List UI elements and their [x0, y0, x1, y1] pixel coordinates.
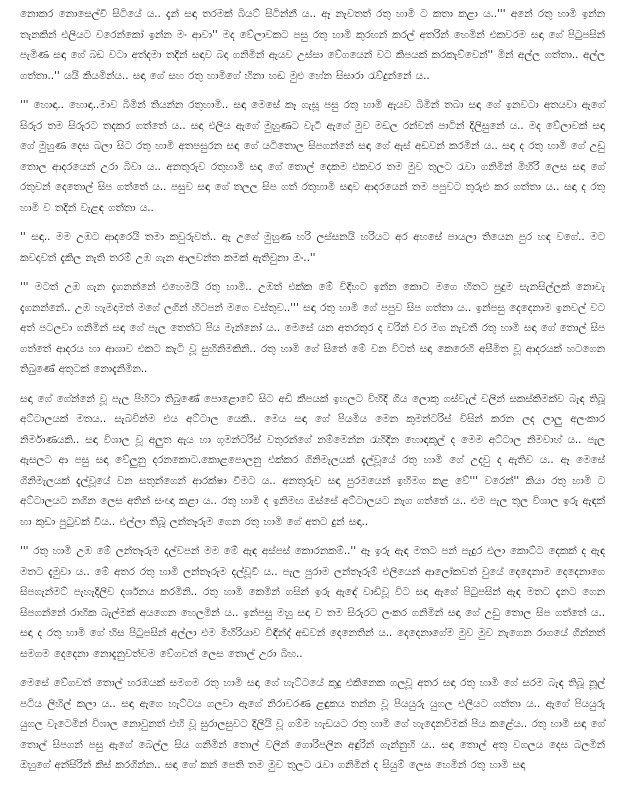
- paragraph: ''' මටත් උඹ ගැන දැගනන්නේ එහෙමයි රතු හාමි.. උඹත් එක්ක මේ විදිහට ඉන්න කොට මගෙ හිතට පුදුම සැනසිල්ලක් නොවැ දැගනන්නේ.. උඹ හැමදාමත් මගේ ලගින් හිටපන් මගෙ වස්තුව..''' සඳා රතු හාමි ගේ පපුව සිප ගත්තා ය.. ඉන්පසු දෙදෙනාම ඉනවල් වට අත් පටලවා ගනිමින් සඳා ගේ පැල තෙත්ට පිය මැන්නෝ ය.. මෙසේ යන අතරතුර ද වරින් වර මග නැවතී රතු හාමි සඳා ගේ තොල් සිප ගත්තේ ආදරය හා ආශාව එකට කැටි වූ සුහිනිමකිනි.. රතු හාමි ගේ සිතේ මේ වන විටත් සඳා කෙරෙහි අසීමිත වූ ආදරයක් හටගෙන තිබුණේ අතුටක් නොදැනිමින..: [20, 281, 610, 375]
- paragraph: '' සඳා.. මම උඹට ආදරෙයි තමා කවුරුවත්.. ඇ උගේ මුහුණ හරි ලස්සනයි හරියට අර අහසේ පායලා තියෙන පුර හඳ වගේ.. මට කවදාවත් දැකිල නැති තරම් උඹ ගැන ආලවන්ත කමක් ඇතිවුනා ඔං..'': [20, 231, 610, 264]
- paragraph: ''' රතු හාමි උඹ මේ ලන්තෑරුම දල්වපන් මම මේ ඇඳ අස්පස් කොරනකම්..'' ඈ ඉරු ඇඳ මතට පන් පැදුර එලා කොට්ට දෙකක් ද ඇඳ මතට දැමුවා ය.. මේ අතර රතු හාමි ලන්තෑරුම දල්වූවී ය.. පැල පුරාම ලන්තෑරුම් එලියෙන් ආලෝකවත් වුයේ දෙදෙනාම දෙදෙනාගෙ සිපගැන්මට් පැහැදිලිව දර්ශනය කරමිනි.. රතු හාමි කෙමින් ගසින් ඉරු ඇඳේ වාඩිවූ විට සඳා ඇගේ පිටුපසින් ඇඳ මතට දැනට ගෙන සිපගන්නේ රාහික බැල්මක් අයගෙන හෙලමින් ය.. ඉන්පසු මහු සඳා ව තම සිරුරට ලංකර ගනිමින් සඳා ගේ උඩු තොල සිප ගත්තේ ය.. සඳා ද රතු හාමි ගේ හිස පිටුපසින් අල්ලා එම මිහිරියාව විඳින්ද් අඩවන් දෙනෙතින් ය.. දෙදෙනාගේම මුව මුව නැගෙන රාගයේ ගින්නත් සමගම දෙදෙනා නොදැනුවත්වම වේගවත් ලෙස තොල් උරා බිහ..: [20, 545, 610, 660]
- paragraph: මෙසේ වේගවත් තොල් හරඹයක් සමගම රතු හාමි සඳා ගේ හැට්ටයේ කුදු එකිනෙක ගලවූ අතර සඳා රතු හාමි ගේ සරම බැඳ තිබූ නූල් පටිය ලිහිල් කලා ය.. සඳා ඇගෙ හැට්ටය ගලවා ඇගේ නිරාවරණ ළඳුකය තන්න වූ පියයුරු යුගල එලියට ගත්තා ය.. ඇගේ පියයුරු යුගල වැටෙමින් විශාල නොවුනත් එහි වූ සුරාලසුවට දිලියි වූ ගම්ම හැඩයට රතු හාමි ගේ හැදෙනවිමක් පිය කළේය.. රතු හාමි සඳා ගේ තොල් සිපගන් පසු ඇගේ බෙල්ල සිය ගනිමින් තොල් වලින් ගොරිපලින අඳුරින් ගැන්නුහි ය.. සඳා තොල් අතු වගලය දෙස බලමින් ඔහුගේ අන්සිරින් කිස් කරගින්න.. සඳා ගේ කන් පෙති තම මුව තුලට රැවා ගනිමින් ද සියුම් ලෙස හෙමින් රතු හාමි සඳා: [20, 677, 610, 771]
- paragraph: සඳා ගේ ගේන්නේ වූ පැල පිහිටා තිබුණේ පොළොවේ සිට අඩි කීපයක් ඉහලට විහිදි ගිය ලොකු ගස්වැල් වලින් සකස්කිමක්ව බැඳ තිබූ අට්ටාලයක් මතය.. සැබවින්ම එය අට්ටාල යෙකි.. මෙය සඳා ගේ පියමිය මෙන කුමන්ටරිස් විසින් කරන ලද ලාලු අලංකාර නිර්මාණයකි.. සඳා විශාල වූ අලුත ඇය හා ගුමන්ටරිස් වතුරන්ගේ නම්මෙන්න රැහිදින හොඳකුල් ද මෙම අට්ටාල නිමවාහ් ය.. පැල ඇසලට ආ පසු සඳා වේලුනු දරනකොට.කොළපොලනු එක්කර ගිනිමැලයක් දැල්වූයේ රතු හාමි ගේ උදවු ද ඇතිව ය.. ඈ මෙසේ ගිනිමැලයක් දැල්වූයේ වන සතුන්ගෙන් ආරක්ෂා වීමට ය.. අනතුරුව සඳා පුරමයෙන් ඉහිමග කළ වේ''' වරෙන්'' කියා රතු හාමි ට අට්ටාලයට නගින ලෙස අතින් සංඥා කළා ය.. රතු හාමි ද ඉනිමඟ ඔස්සේ අට්ටාලයට නැග ගත්තේ ය.. එම පැල තුල විශාල ඉරු ඇඳක් හා කුඩා පුටුවක් වීය.. එල්ලා තිබූ ලන්තෑරුම ගෙන රතු හාමි ගේ අතට දුන් සඳා..: [20, 392, 610, 528]
- paragraph: ''' හොඳා.. හොඳා..මාව බිමින් තියන්න රතුහාමි.. සඳා මෙසේ කෑ ගැසූ පසු රතු හාමි ඇයව බිමින් තබා සඳා ගේ ඉනවටා අතයවා ඇගේ සිරුර තම සිරුරට තදකර ගත්තේ ය.. සඳා එලිය ඇගේ මුහුණට වැටී ඇගේ මුව මඩල රන්වන් පාටින් දිලිසුනේ ය.. මද වේලාවක් සඳා ගේ මුහුණ දෙස බලා සිට රතු හාමි අතපසුරන සඳා ගේ යටිතොල සිපගන්නේ සඳා ගේ ඇස් අඩවන් කරමින් ය.. සඳා ද රතු හාමි ගේ උඩු තොල ආදරයෙන් උරා බිවා ය.. අනතුරුව රතුහාමි සඳා ගේ තොල් දෙකම එකවර තම මුව තුලට රැවා ගනිමින් මිහිරි ලෙස සඳා ගේ රතුවන් දෙතොල් සිප ගත්තේ ය.. පසුව සඳා ගේ තලල සිප ගත් රතුහාමි සඳාව ආදරයෙන් තම පපුවට තුරුළු කර ගත්තා ය.. සඳා ද රතු හාමි ව තදින් වැළඳ ගත්තා ය..: [20, 99, 610, 214]
- paragraph: නොකර නොසෙල්වී සිටියේ ය.. දැන් සඳා තරමක් බියට් සිටින්නී ය.. ඈ නැවතත් රතු හාමි ට කතා කළා ය..''' අනේ රතු හාමි ඉන්න තැනකින් එලියට වරෙන්කෝ ඉන්න මං ආවා'' මද වේලාවකට පසු රතු හාමි කුරහන් කරල් අතරින් හෙමින් එකවරම සඳා ගේ පිටුපසින් පැමිණ සඳා ගේ බඩ වටා අත්දමා තදින් සඳාව බදා ගනිමින් ඇයව උස්සා වේගයෙන් වට කිපයක් කරකැව්වෙන්'' මින් අල්ල ගත්තා.. අල්ල ගත්තා..'' යයි කියමින්ය.. සඳා ගේ සහ රතු හාමිගේ හිනා හඬ මුළු හේන සිසාරා රැව්දුන්නේ ය..: [20, 8, 610, 82]
